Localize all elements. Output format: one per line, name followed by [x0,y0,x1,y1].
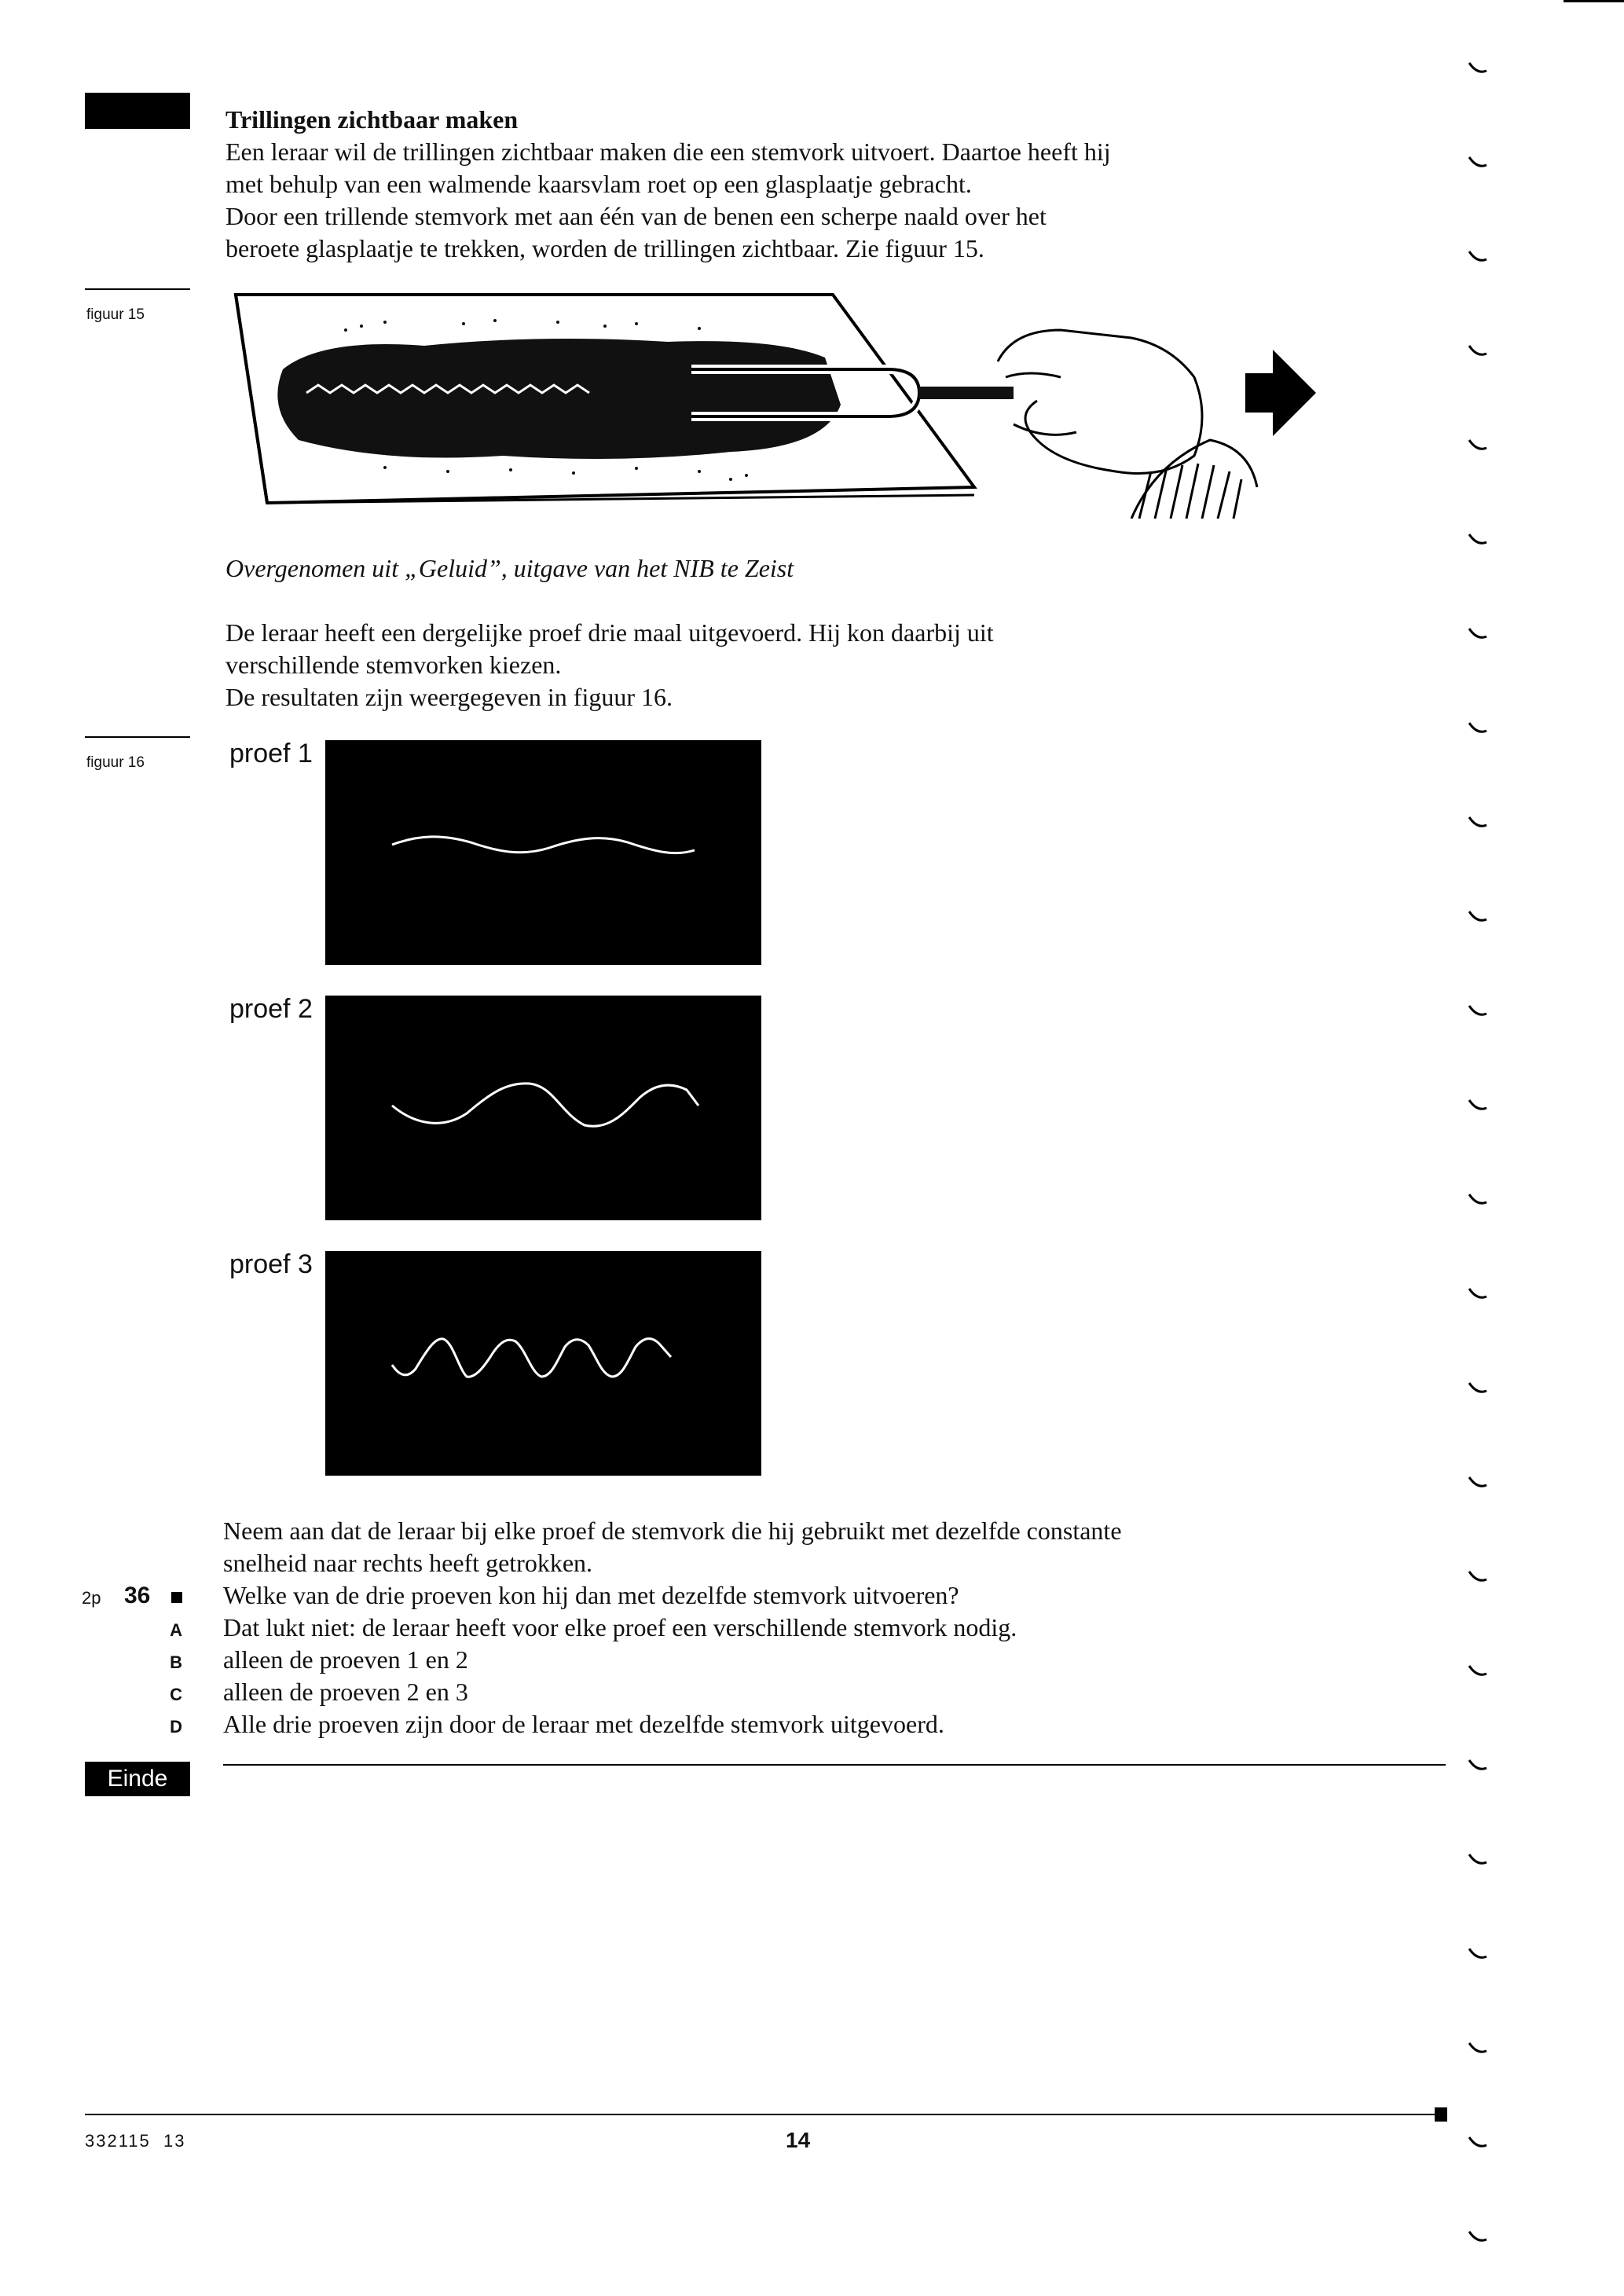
einde-marker: Einde [85,1762,190,1796]
middle-line: De resultaten zijn weergegeven in figuur 16. [225,683,673,711]
proef-3-wave [392,1339,671,1377]
proef-2-label: proef 2 [229,994,313,1024]
option-letter: A [170,1620,182,1640]
top-black-bar [85,93,190,129]
intro-line: Door een trillende stemvork met aan één van de benen een scherpe naald over het [225,202,1047,230]
option-a[interactable]: Dat lukt niet: de leraar heeft voor elke proef een verschillende stemvork nodig. [223,1613,1017,1641]
question-lead [223,1515,1449,1579]
proef-3-label: proef 3 [229,1249,313,1279]
section-title: Trillingen zichtbaar maken [225,105,519,134]
question-points: 2p [82,1588,101,1608]
proef-1-panel [325,740,761,965]
figure15-rule [85,288,190,290]
figure15-illustration [228,283,1328,519]
figure15-label: figuur 15 [86,306,145,323]
soot-band [277,339,841,459]
page-number: 14 [786,2128,811,2152]
binding-mark-icon [1463,59,1502,2259]
hand-illustration [998,330,1257,519]
proef-2-wave [392,1084,698,1127]
end-rule [223,1764,1446,1766]
footer-code: 332115 13 [85,2131,186,2151]
proef-1-wave [392,837,695,853]
figure15-caption: Overgenomen uit „Geluid”, uitgave van het NIB te Zeist [225,554,794,582]
question-number: 36 [124,1583,151,1608]
option-d[interactable]: Alle drie proeven zijn door de leraar met dezelfde stemvork uitgevoerd. [223,1710,944,1738]
middle-text [225,617,1404,713]
intro-line: met behulp van een walmende kaarsvlam roet op een glasplaatje gebracht. [225,170,972,198]
intro-text [225,136,1404,265]
figure16-label: figuur 16 [86,754,145,771]
arrow-right-icon [1245,350,1316,436]
option-letter: C [170,1685,182,1704]
question-lead-line: snelheid naar rechts heeft getrokken. [223,1549,593,1577]
option-letter: D [170,1717,182,1737]
option-b[interactable]: alleen de proeven 1 en 2 [223,1645,468,1674]
question-text: Welke van de drie proeven kon hij dan met dezelfde stemvork uitvoeren? [223,1581,959,1609]
middle-line: verschillende stemvorken kiezen. [225,651,562,679]
middle-line: De leraar heeft een dergelijke proef drie maal uitgevoerd. Hij kon daarbij uit [225,618,994,647]
top-right-rule [1564,0,1624,2]
question-marker-square [171,1592,182,1603]
option-c[interactable]: alleen de proeven 2 en 3 [223,1678,468,1706]
intro-line: Een leraar wil de trillingen zichtbaar maken die een stemvork uitvoert. Daartoe heeft hij [225,138,1111,166]
option-letter: B [170,1652,182,1672]
footer-rule-end-square [1435,2107,1447,2122]
footer-rule [85,2114,1446,2115]
figure16-rule [85,736,190,738]
intro-line: beroete glasplaatje te trekken, worden de trillingen zichtbaar. Zie figuur 15. [225,234,984,262]
proef-3-panel [325,1251,761,1476]
proef-1-label: proef 1 [229,739,313,768]
proef-2-panel [325,996,761,1220]
question-lead-line: Neem aan dat de leraar bij elke proef de stemvork die hij gebruikt met dezelfde constante [223,1517,1122,1545]
